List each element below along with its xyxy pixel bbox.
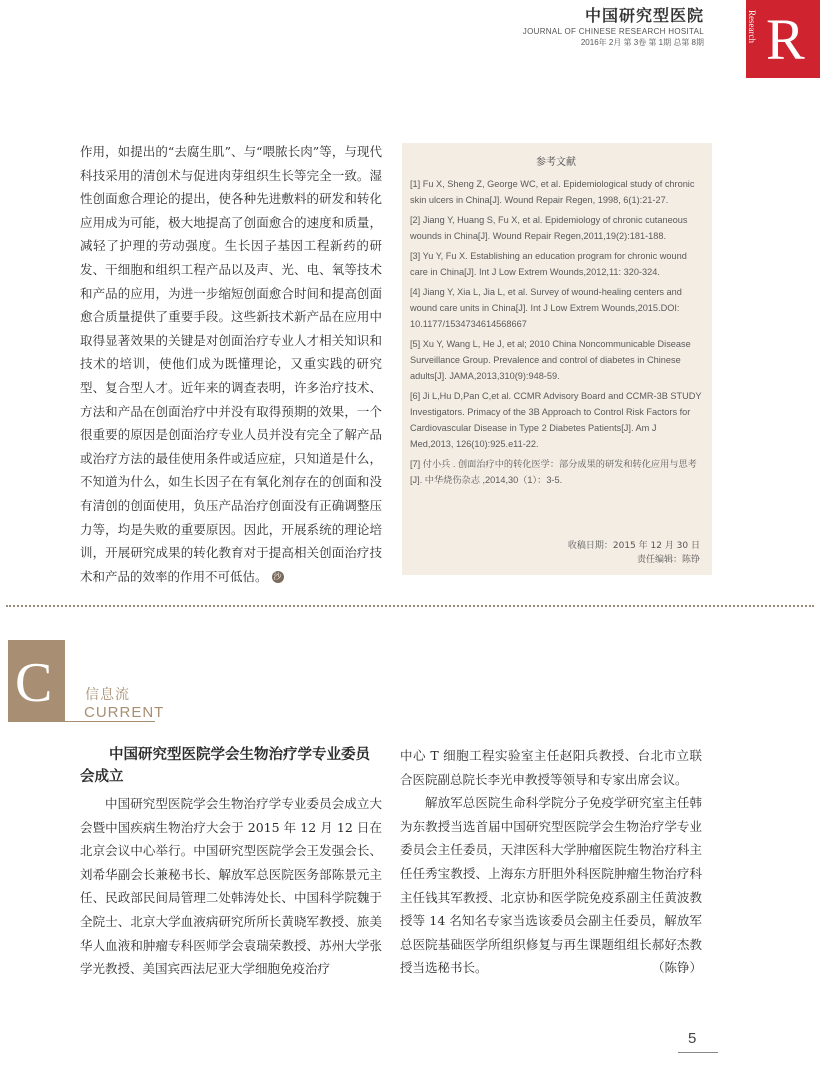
news-paragraph-continued: 中心 T 细胞工程实验室主任赵阳兵教授、台北市立联合医院副总院长李光申教授等领导和专家出席会议。 [400,748,702,787]
received-date: 收稿日期：2015 年 12 月 30 日 [567,541,700,551]
news-paragraph [400,791,702,980]
page-number-rule [678,1052,718,1053]
references-box [402,143,712,575]
journal-title-cn: 中国研究型医院 [584,6,704,25]
reference-item: [1] Fu X, Sheng Z, George WC, et al. Epidemiological study of chronic skin ulcers in China[J]. Wound Repair Regen, 1998, 6(1):21-27. [410,179,695,205]
article-body-column [80,140,382,588]
section-label-cn: 信息流 [85,687,130,703]
section-label-en: CURRENT [84,704,165,721]
responsible-editor: 责任编辑：陈铮 [636,555,700,565]
news-title: 中国研究型医院学会生物治疗学专业委员会成立 [80,747,370,785]
reference-item: [4] Jiang Y, Xia L, Jia L, et al. Survey of wound-healing centers and wound care units in China[J]. Int J Low Extrem Wounds,2015.DOI: 10.1177/1534734614568667 [410,287,682,329]
reference-item: [5] Xu Y, Wang L, He J, et al; 2010 China Noncommunicable Disease Surveillance Group. Prevalence and control of diabetes in Chinese adults[J]. JAMA,2013,310(9):948-59. [410,339,691,381]
journal-issue-info: 2016年 2月 第 3卷 第 1期 总第 8期 [580,38,704,47]
article-paragraph-text: 作用，如提出的“去腐生肌”、与“喂脓长肉”等，与现代科技采用的清创术与促进肉芽组织生长等完全一致。湿性创面愈合理论的提出，使各种先进敷料的研发和转化应用成为可能，极大地提高了创面愈合的速度和质量，减轻了护理的劳动强度。生长因子基因工程新药的研发、干细胞和组织工程产品以及声、光、电、氧等技术和产品的应用，为进一步缩短创面愈合时间和提高创面愈合质量提供了重要手段。这些新技术新产品在应用中取得显著效果的关键是对创面治疗专业人才相关知识和技术的培训，使他们成为既懂理论，又重实践的研究型、复合型人才。近年来的调查表明，许多治疗技术、方法和产品在创面治疗中并没有取得预期的效果，一个很重要的原因是创面治疗专业人员并没有完全了解产品或治疗方法的最佳使用条件或适应症，只知道是什么，不知道为什么，如生长因子在有氧化剂存在的创面和没有清创的创面使用，负压产品治疗创面没有正确调整压力等，均是失败的重要原因。因此，开展系统的理论培训，开展研究成果的转化教育对于提高相关创面治疗技术和产品的效率的作用不可低估。 [80,144,382,584]
reference-item: [6] Ji L,Hu D,Pan C,et al. CCMR Advisory Board and CCMR-3B STUDY Investigators. Primacy of the 3B Approach to Control Risk Factors for Cardiovascular Disease in Type 2 Diabetes Patients[J]. Am J Med,2013, 126(10):925.e11-22. [410,391,702,449]
section-badge [8,640,65,722]
news-left-column [80,792,382,981]
logo-vertical-text: Research [747,10,757,43]
end-of-article-icon: 沙 [273,572,282,582]
article-paragraph [80,140,382,588]
journal-title-en: JOURNAL OF CHINESE RESEARCH HOSITAL [522,27,704,36]
news-paragraph: 中国研究型医院学会生物治疗学专业委员会成立大会暨中国疾病生物治疗大会于 2015 年 12 月 12 日在北京会议中心举行。中国研究型医院学会王发强会长、刘希华副会长兼秘书长、解放军总医院医务部陈景元主任、民政部民间局管理二处韩涛处长、中国科学院魏于全院士、北京大学血液病研究所所长黄晓军教授、旅美华人血液和肿瘤专科医师学会袁瑞荣教授、苏州大学张学光教授、美国宾西法尼亚大学细胞免疫治疗 [80,796,382,977]
received-info [568,539,700,567]
section-letter: C [15,652,53,714]
news-right-column [400,744,702,980]
references-title: 参考文献 [536,157,576,168]
reference-item: [7] 付小兵 . 创面治疗中的转化医学：部分成果的研发和转化应用与思考 [J]. 中华烧伤杂志 ,2014,30（1）：3-5. [410,459,697,485]
page-number: 5 [688,1030,697,1047]
journal-logo [746,0,820,78]
section-divider [6,605,814,607]
news-signature: （陈铮） [651,960,702,976]
reference-item: [2] Jiang Y, Huang S, Fu X, et al. Epidemiology of chronic cutaneous wounds in China[J]. Wound Repair Regen,2011,19(2):181-188. [410,215,688,241]
logo-letter: R [766,7,805,72]
references-list [410,176,702,488]
section-underline [65,721,155,722]
reference-item: [3] Yu Y, Fu X. Establishing an education program for chronic wound care in China[J]. Int J Low Extrem Wounds,2012,11: 320-324. [410,251,687,277]
journal-masthead [404,6,704,48]
news-paragraph-text: 解放军总医院生命科学院分子免疫学研究室主任韩为东教授当选首届中国研究型医院学会生物治疗学专业委员会主任委员，天津医科大学肿瘤医院生物治疗科主任任秀宝教授、上海东方肝胆外科医院肿瘤生物治疗科主任钱其军教授、北京协和医学院免疫系副主任黄波教授等 14 名知名专家当选该委员会副主任委员，解放军总医院基础医学所组织修复与再生课题组组长郝好杰教授当选秘书长。 [400,795,702,976]
